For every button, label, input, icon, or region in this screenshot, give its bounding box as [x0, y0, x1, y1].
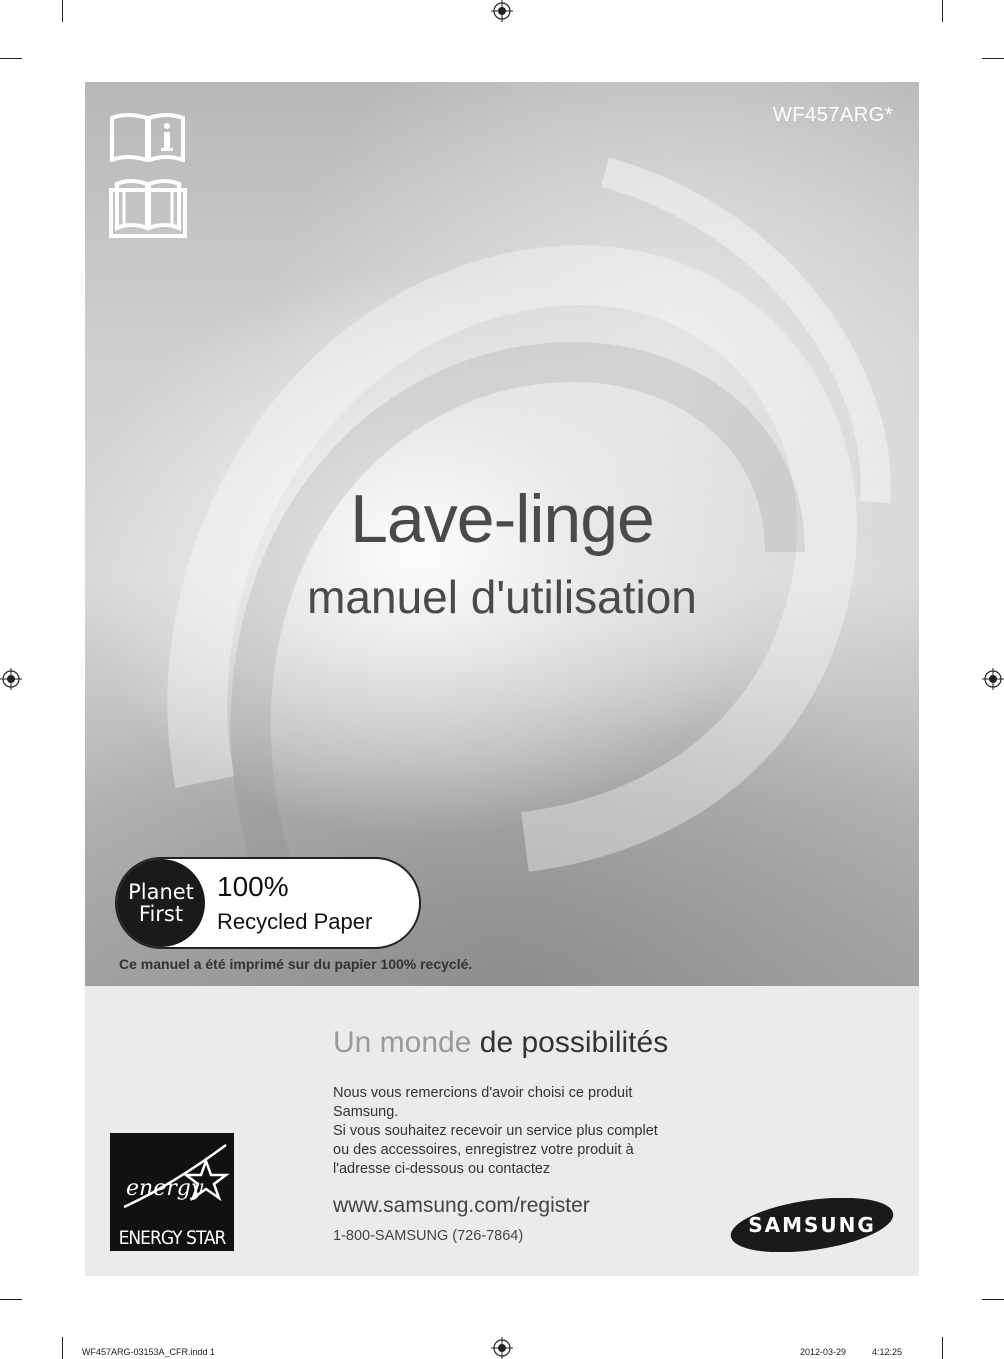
samsung-logo [729, 1198, 895, 1252]
footer-panel [85, 986, 919, 1276]
slug-time: 4:12:25 [872, 1347, 903, 1357]
crop-mark [0, 1299, 22, 1300]
tagline-light: Un monde [333, 1026, 472, 1059]
slug-date: 2012-03-29 [800, 1347, 847, 1357]
register-line: l'adresse ci-dessous ou contactez [333, 1161, 551, 1177]
crop-mark [982, 58, 1004, 59]
crop-mark [942, 0, 943, 22]
register-line: ou des accessoires, enregistrez votre produit à [333, 1142, 634, 1158]
info-manual-icon [109, 112, 187, 162]
tagline [333, 1026, 668, 1060]
registration-info [333, 1084, 683, 1179]
registration-mark-icon [491, 0, 513, 22]
document-title: Lave-linge [350, 481, 654, 557]
register-url: www.samsung.com/register [333, 1194, 590, 1217]
recycled-paper-note: Ce manuel a été imprimé sur du papier 100% recyclé. [119, 956, 473, 972]
crop-mark [62, 1337, 63, 1359]
recycled-percent: 100% [217, 871, 289, 902]
crop-mark [0, 58, 22, 59]
planet-first-badge [115, 857, 421, 949]
planet-first-logo [117, 859, 205, 947]
register-line: Si vous souhaitez recevoir un service plus complet [333, 1123, 658, 1139]
tagline-dark: de possibilités [479, 1026, 669, 1059]
thanks-line: Nous vous remercions d'avoir choisi ce produit [333, 1085, 633, 1101]
slug-filename: WF457ARG-03153A_CFR.indd 1 [82, 1347, 216, 1357]
energy-star-script: energy [126, 1176, 204, 1201]
planet-first-line2: First [138, 902, 184, 926]
energy-star-logo [110, 1133, 234, 1251]
registration-mark-icon [982, 668, 1004, 690]
crop-mark [982, 1299, 1004, 1300]
energy-star-label: ENERGY STAR [118, 1227, 226, 1249]
planet-first-line1: Planet [128, 880, 194, 904]
support-phone: 1-800-SAMSUNG (726-7864) [333, 1228, 524, 1244]
energy-star-icon [114, 1137, 230, 1223]
cover-artwork [85, 82, 919, 986]
thanks-line: Samsung. [333, 1104, 399, 1120]
document-subtitle: manuel d'utilisation [307, 571, 697, 623]
crop-mark [62, 0, 63, 22]
samsung-wordmark: SAMSUNG [748, 1213, 876, 1237]
crop-mark [942, 1337, 943, 1359]
open-book-icon [109, 176, 187, 238]
registration-mark-icon [0, 668, 22, 690]
registration-mark-icon [491, 1337, 513, 1359]
model-number: WF457ARG* [772, 104, 893, 126]
recycled-label: Recycled Paper [217, 909, 373, 934]
